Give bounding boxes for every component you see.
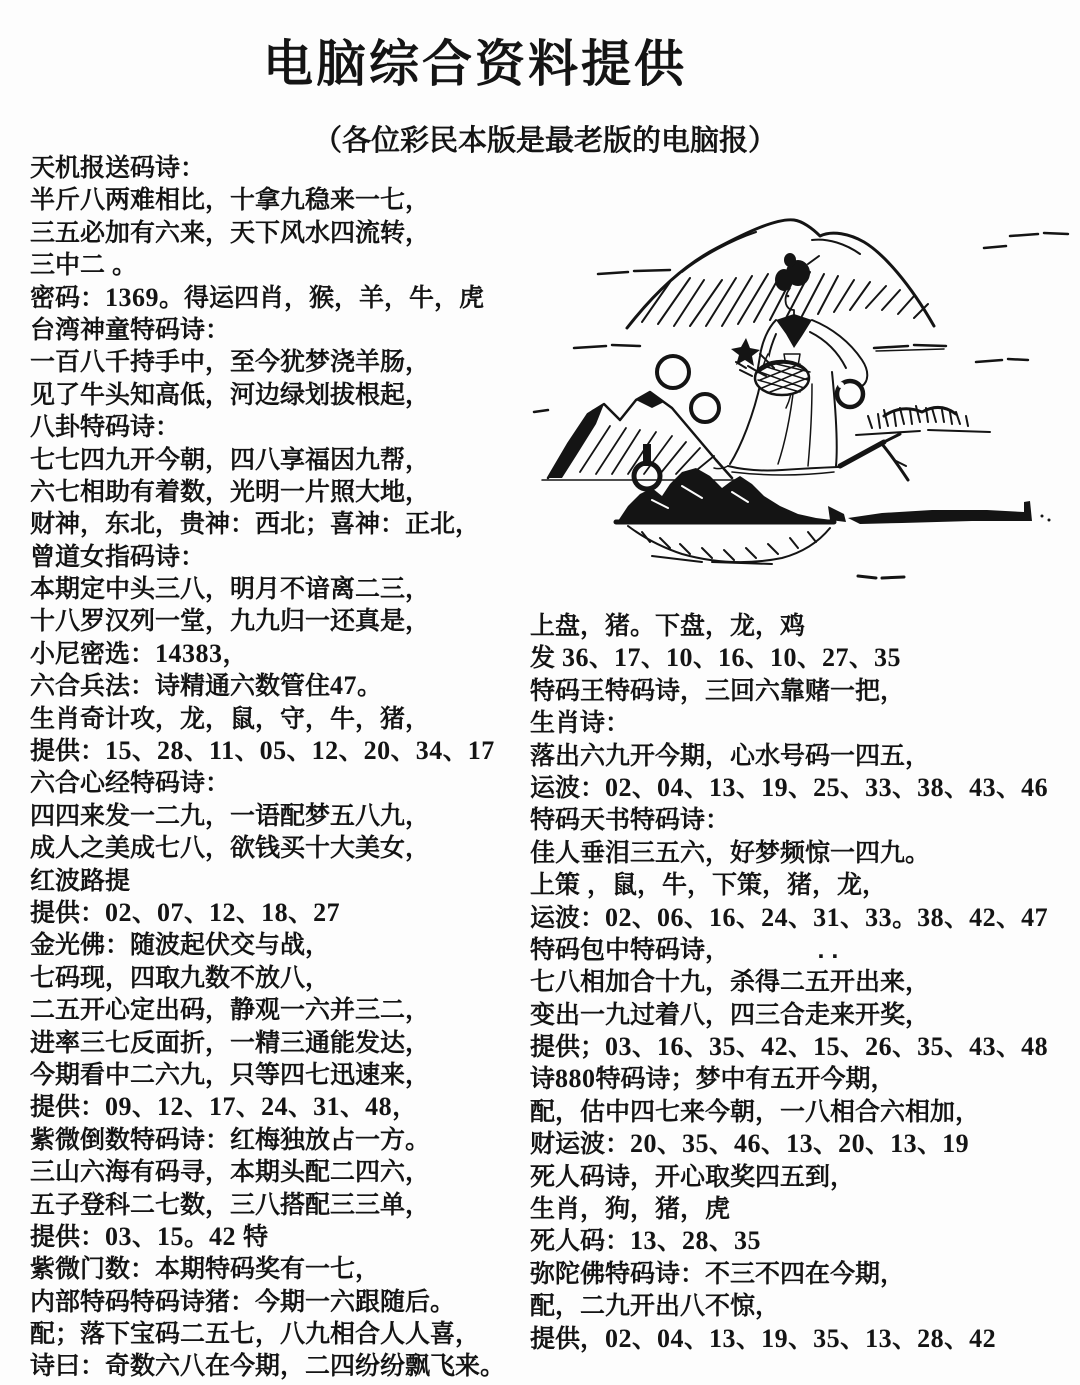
text-line: 成人之美成七八，欲钱买十大美女， (30, 834, 431, 863)
text-line: 配，估中四七来今朝，一八相合六相加， (530, 1097, 981, 1126)
left-column (30, 152, 538, 1383)
number-value: 15 (813, 1032, 841, 1062)
number-value: 24 (261, 1092, 289, 1122)
text-line: 诗曰：奇数六八在今期，二四纷纷飘飞来。 (30, 1352, 506, 1381)
number-value: 34 (415, 736, 443, 766)
hand-ring (837, 381, 863, 407)
number-value: 06 (657, 902, 685, 932)
text-line: 三中二 。 (30, 251, 137, 280)
number-value: 05 (259, 736, 287, 766)
number-value: 35 (813, 1323, 841, 1353)
number-value: 16 (718, 643, 745, 673)
text-line: 弥陀佛特码诗：不三不四在今期， (530, 1259, 906, 1288)
text-line: 生肖，狗，猪，虎 (530, 1195, 731, 1224)
number-value: 11 (209, 736, 235, 766)
text-line: 特码包中特码诗， . . (530, 935, 839, 964)
branch-stick (840, 434, 908, 480)
number-value: 12 (209, 897, 237, 927)
number-value: 31 (313, 1092, 341, 1122)
number-value: 17 (467, 736, 495, 766)
number-value: 16 (657, 1032, 685, 1062)
text-line: 诗880特码诗；梦中有五开今期， (530, 1064, 896, 1094)
text-line: 配；落下宝码二五七，八九相合人人喜， (30, 1320, 481, 1349)
number-value: 35 (874, 643, 902, 673)
text-line: 今期看中二六九，只等四七迅速来， (30, 1060, 431, 1089)
number-value: 15 (157, 1221, 185, 1251)
number-value: 28 (157, 736, 185, 766)
coin-circles (657, 356, 719, 422)
number-value: 20 (838, 1129, 866, 1159)
text-line: 紫微倒数特码诗：红梅独放占一方。 (30, 1125, 431, 1154)
number-value: 02 (605, 1323, 633, 1353)
text-line: 提供：09、12、17、24、31、48， (30, 1092, 418, 1122)
text-line: 五子登科二七数，三八搭配三三单， (30, 1190, 431, 1219)
page-title: 电脑综合资料提供 (263, 36, 687, 92)
lady-figure (714, 253, 867, 475)
page-subtitle: （各位彩民本版是最老版的电脑报） (312, 125, 778, 157)
number-value: 17 (613, 643, 641, 673)
number-value: 880 (555, 1064, 596, 1094)
number-value: 02 (105, 897, 133, 927)
number-value: 36 (561, 643, 589, 673)
text-line: 死人码诗，开心取奖四五到， (530, 1162, 856, 1191)
number-value: 42 (969, 902, 997, 932)
text-line: 特码王特码诗，三回六靠赌一把， (530, 676, 906, 705)
text-line: 提供：02、07、12、18、27 (30, 897, 341, 927)
number-value: 04 (657, 772, 685, 802)
number-value: 12 (311, 736, 339, 766)
text-line: 提供；03、16、35、42、15、26、35、43、48 (530, 1032, 1049, 1062)
number-value: 1369 (105, 282, 160, 312)
number-value: 17 (209, 1092, 237, 1122)
number-value: 04 (657, 1323, 685, 1353)
number-value: 18 (261, 897, 289, 927)
text-line: 红波路提 (30, 866, 131, 895)
number-value: 31 (813, 902, 841, 932)
text-line: 四四来发一二九，一语配梦五八九， (30, 801, 431, 830)
text-line: 死人码：13、28、35 (530, 1226, 762, 1256)
text-line: 紫微门数：本期特码奖有一七， (30, 1255, 381, 1284)
number-value: 09 (105, 1092, 133, 1122)
number-value: 35 (917, 1032, 945, 1062)
number-value: 02 (605, 902, 633, 932)
number-value: 38 (917, 902, 945, 932)
number-value: 19 (942, 1129, 970, 1159)
text-line: 上盘，猪。下盘，龙，鸡 (530, 612, 806, 640)
number-value: 13 (709, 1323, 737, 1353)
number-value: 35 (709, 1032, 737, 1062)
text-line: 运波：02、06、16、24、31、33。38、42、47 (530, 902, 1049, 932)
text-line: 曾道女指码诗： (30, 542, 206, 571)
lady-picking-flowers-mountain-sketch-illustration (532, 176, 1072, 606)
number-value: 13 (890, 1129, 918, 1159)
text-line: 内部特码特码诗猪：今期一六跟随后。 (30, 1287, 456, 1316)
number-value: 19 (761, 772, 789, 802)
text-line: 财运波：20、35、46、13、20、13、19 (530, 1129, 970, 1159)
text-line: 生肖奇计攻，龙，鼠，守，牛，猪， (30, 704, 431, 733)
number-value: 42 (969, 1323, 997, 1353)
text-line: 落出六九开今期，心水号码一四五， (530, 741, 931, 770)
number-value: 20 (363, 736, 391, 766)
number-value: 47 (330, 671, 358, 701)
text-line: 六合心经特码诗： (30, 769, 231, 798)
text-line: 上策 ，鼠，牛，下策，猪，龙， (530, 871, 887, 900)
text-line: 提供，02、04、13、19、35、13、28、42 (530, 1323, 997, 1353)
number-value: 48 (365, 1092, 393, 1122)
text-line: 台湾神童特码诗： (30, 315, 231, 344)
number-value: 16 (709, 902, 737, 932)
text-line: 运波：02、04、13、19、25、33、38、43、46 (530, 772, 1049, 802)
text-line: 配，二九开出八不惊， (530, 1292, 781, 1321)
text-line: 七码现，四取九数不放八， (30, 963, 331, 992)
text-line: 佳人垂泪三五六，好梦频惊一四九。 (530, 838, 931, 867)
text-line: 六七相助有着数，光明一片照大地， (30, 477, 431, 506)
number-value: 47 (1021, 902, 1049, 932)
text-line: 二五开心定出码，静观一六并三二， (30, 996, 431, 1025)
number-value: 38 (917, 772, 945, 802)
text-line: 生肖诗： (530, 709, 631, 738)
text-line: 本期定中头三八，明月不谙离二三， (30, 575, 431, 604)
number-value: 10 (665, 643, 693, 673)
number-value: 07 (157, 897, 185, 927)
number-value: 35 (682, 1129, 710, 1159)
number-value: 35 (734, 1226, 762, 1256)
text-line: 小尼密选：14383， (30, 638, 248, 668)
text-line: 三五必加有六来，天下风水四流转， (30, 218, 431, 247)
number-value: 02 (605, 772, 633, 802)
text-line: 三山六海有码寻，本期头配二四六， (30, 1158, 431, 1187)
number-value: 26 (865, 1032, 893, 1062)
number-value: 03 (605, 1032, 633, 1062)
text-line: 半斤八两难相比，十拿九稳来一七， (30, 186, 431, 215)
text-line: 八卦特码诗： (30, 413, 181, 442)
number-value: 43 (969, 1032, 997, 1062)
hair (775, 253, 810, 291)
text-line: 一百八千持手中，至今犹梦浇羊肠， (30, 348, 431, 377)
number-value: 14383 (155, 638, 223, 668)
number-value: 12 (157, 1092, 185, 1122)
number-value: 19 (761, 1323, 789, 1353)
number-value: 33 (865, 902, 893, 932)
text-line: 十八罗汉列一堂，九九归一还真是， (30, 607, 431, 636)
number-value: 28 (682, 1226, 710, 1256)
number-value: 03 (105, 1221, 133, 1251)
number-value: 28 (917, 1323, 945, 1353)
text-line: 六合兵法：诗精通六数管住47。 (30, 671, 383, 701)
number-value: 15 (105, 736, 133, 766)
text-line: 密码：1369。得运四肖，猴，羊，牛，虎 (30, 282, 485, 312)
number-value: 27 (313, 897, 341, 927)
number-value: 13 (786, 1129, 814, 1159)
number-value: 46 (734, 1129, 762, 1159)
number-value: 43 (969, 772, 997, 802)
text-line: 进率三七反面折，一精三通能发达， (30, 1028, 431, 1057)
collar (776, 314, 812, 348)
text-line: 提供：15、28、11、05、12、20、34、17 (30, 736, 495, 766)
text-line: 见了牛头知高低，河边绿划拔根起， (30, 380, 431, 409)
number-value: 42 (761, 1032, 789, 1062)
number-value: 42 (209, 1221, 237, 1251)
text-line: 特码天书特码诗： (530, 806, 731, 835)
text-line: 发 36、17、10、16、10、27、35 (530, 643, 902, 673)
number-value: 24 (761, 902, 789, 932)
grass-tuft (856, 406, 990, 435)
number-value: 20 (630, 1129, 658, 1159)
number-value: 25 (813, 772, 841, 802)
text-line: 金光佛：随波起伏交与战， (30, 931, 331, 960)
text-line: 提供：03、15。42 特 (30, 1221, 268, 1251)
right-column (530, 610, 1080, 1355)
number-value: 13 (709, 772, 737, 802)
number-value: 13 (865, 1323, 893, 1353)
text-line: 天机报送码诗： (30, 154, 206, 182)
right-dark-streak (848, 501, 1051, 578)
number-value: 48 (1021, 1032, 1049, 1062)
bottom-dark-hills (616, 468, 846, 564)
text-line: 变出一九过着八，四三合走来开奖， (530, 1000, 931, 1029)
text-line: 七八相加合十九，杀得二五开出来， (530, 968, 931, 997)
number-value: 33 (865, 772, 893, 802)
key-shape (634, 444, 660, 489)
number-value: 27 (822, 643, 850, 673)
number-value: 13 (630, 1226, 658, 1256)
text-line: 财神，东北，贵神：西北；喜神：正北， (30, 510, 481, 539)
number-value: 10 (770, 643, 798, 673)
text-line: 七七四九开今朝，四八享福因九帮， (30, 445, 431, 474)
number-value: 46 (1021, 772, 1049, 802)
